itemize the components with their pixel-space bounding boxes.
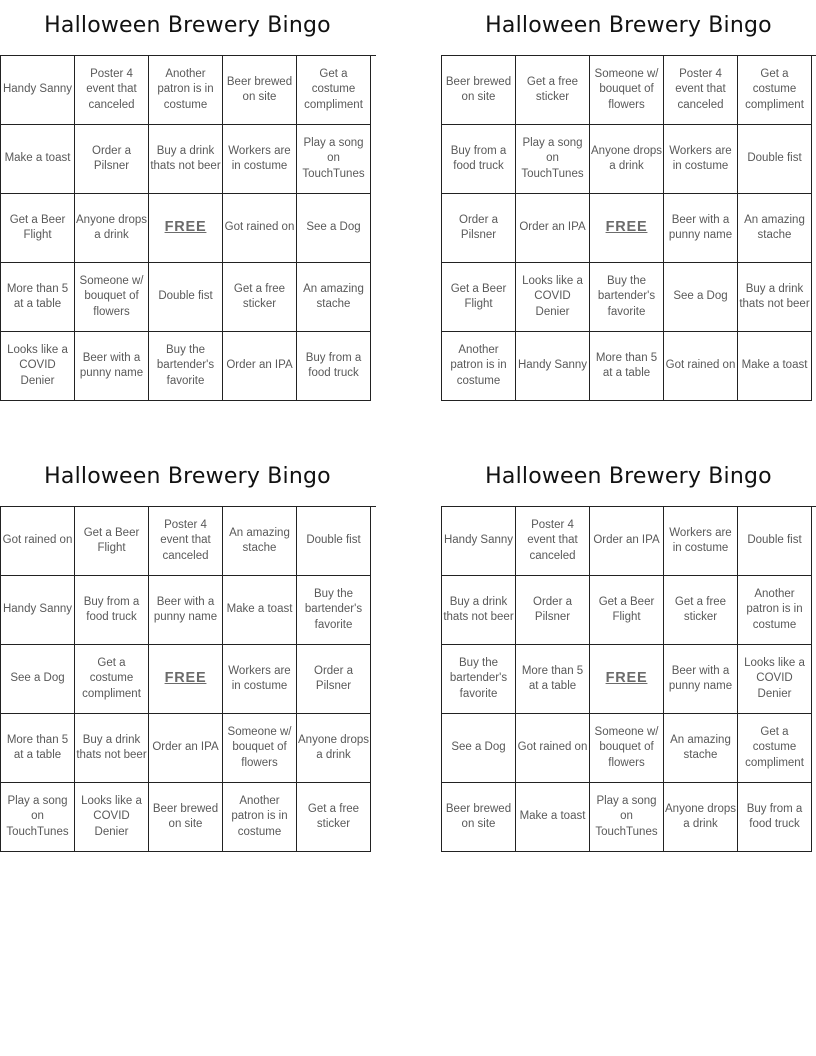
bingo-cell: Anyone drops a drink [590, 125, 664, 194]
bingo-cell: Get a Beer Flight [590, 576, 664, 645]
bingo-cell: Another patron is in costume [149, 56, 223, 125]
bingo-cell: Get a Beer Flight [442, 263, 516, 332]
card-title: Halloween Brewery Bingo [485, 464, 772, 489]
free-space: FREE [149, 645, 223, 714]
bingo-cell: Another patron is in costume [223, 783, 297, 852]
bingo-grid [441, 55, 816, 401]
bingo-cell: See a Dog [664, 263, 738, 332]
free-space: FREE [590, 645, 664, 714]
bingo-cell: An amazing stache [664, 714, 738, 783]
bingo-cell: Get a free sticker [664, 576, 738, 645]
bingo-cell: Anyone drops a drink [75, 194, 149, 263]
bingo-cell: Got rained on [1, 507, 75, 576]
card-title: Halloween Brewery Bingo [485, 13, 772, 38]
bingo-cell: Got rained on [664, 332, 738, 401]
bingo-cell: Beer with a punny name [149, 576, 223, 645]
bingo-card-2 [441, 0, 816, 401]
bingo-cell: Someone w/ bouquet of flowers [590, 56, 664, 125]
bingo-cell: Got rained on [516, 714, 590, 783]
bingo-cell: Order an IPA [223, 332, 297, 401]
bingo-card-4 [441, 451, 816, 852]
bingo-cell: Poster 4 event that canceled [149, 507, 223, 576]
bingo-card-3 [0, 451, 375, 852]
bingo-cell: Buy a drink thats not beer [738, 263, 812, 332]
bingo-cell: Looks like a COVID Denier [75, 783, 149, 852]
bingo-cell: Play a song on TouchTunes [516, 125, 590, 194]
bingo-cell: Buy the bartender's favorite [590, 263, 664, 332]
bingo-cell: Buy from a food truck [738, 783, 812, 852]
bingo-cell: Beer brewed on site [442, 783, 516, 852]
bingo-cell: Workers are in costume [223, 125, 297, 194]
bingo-cell: Beer with a punny name [664, 194, 738, 263]
bingo-grid [441, 506, 816, 852]
bingo-cell: Looks like a COVID Denier [738, 645, 812, 714]
bingo-cell: Poster 4 event that canceled [75, 56, 149, 125]
free-space: FREE [149, 194, 223, 263]
bingo-cell: Buy from a food truck [442, 125, 516, 194]
bingo-cell: Get a free sticker [223, 263, 297, 332]
bingo-cell: Another patron is in costume [442, 332, 516, 401]
bingo-cell: An amazing stache [297, 263, 371, 332]
bingo-cell: Buy the bartender's favorite [442, 645, 516, 714]
bingo-cell: See a Dog [442, 714, 516, 783]
bingo-grid [0, 55, 376, 401]
bingo-cell: Poster 4 event that canceled [664, 56, 738, 125]
bingo-cell: Get a free sticker [516, 56, 590, 125]
bingo-cell: Handy Sanny [516, 332, 590, 401]
bingo-cell: Anyone drops a drink [664, 783, 738, 852]
bingo-cell: Get a costume compliment [738, 714, 812, 783]
bingo-cell: More than 5 at a table [590, 332, 664, 401]
bingo-cell: Buy the bartender's favorite [149, 332, 223, 401]
bingo-cell: Buy from a food truck [297, 332, 371, 401]
bingo-cell: Double fist [149, 263, 223, 332]
bingo-cell: Order an IPA [516, 194, 590, 263]
bingo-cell: Beer with a punny name [75, 332, 149, 401]
bingo-cell: Another patron is in costume [738, 576, 812, 645]
bingo-cell: Order an IPA [149, 714, 223, 783]
bingo-cell: Got rained on [223, 194, 297, 263]
bingo-cell: Get a Beer Flight [75, 507, 149, 576]
bingo-cell: See a Dog [297, 194, 371, 263]
bingo-cell: Someone w/ bouquet of flowers [223, 714, 297, 783]
bingo-cell: Play a song on TouchTunes [590, 783, 664, 852]
bingo-cell: Make a toast [738, 332, 812, 401]
bingo-grid [0, 506, 376, 852]
bingo-cell: Order a Pilsner [297, 645, 371, 714]
free-space: FREE [590, 194, 664, 263]
bingo-cell: Buy a drink thats not beer [442, 576, 516, 645]
bingo-cell: Beer brewed on site [149, 783, 223, 852]
bingo-cell: Someone w/ bouquet of flowers [590, 714, 664, 783]
bingo-cell: Handy Sanny [1, 576, 75, 645]
bingo-cell: Make a toast [516, 783, 590, 852]
card-title: Halloween Brewery Bingo [44, 13, 331, 38]
bingo-cell: Beer brewed on site [442, 56, 516, 125]
bingo-cell: Workers are in costume [664, 507, 738, 576]
bingo-cell: Workers are in costume [664, 125, 738, 194]
bingo-cell: Double fist [738, 507, 812, 576]
bingo-cell: Make a toast [223, 576, 297, 645]
bingo-cell: Get a costume compliment [738, 56, 812, 125]
bingo-cell: Order a Pilsner [516, 576, 590, 645]
bingo-cell: More than 5 at a table [1, 714, 75, 783]
bingo-cell: Buy a drink thats not beer [75, 714, 149, 783]
bingo-cell: Workers are in costume [223, 645, 297, 714]
bingo-cell: Anyone drops a drink [297, 714, 371, 783]
bingo-cell: Beer brewed on site [223, 56, 297, 125]
bingo-cell: Double fist [738, 125, 812, 194]
bingo-cell: An amazing stache [738, 194, 812, 263]
bingo-cell: Handy Sanny [1, 56, 75, 125]
bingo-cell: Handy Sanny [442, 507, 516, 576]
bingo-cell: Double fist [297, 507, 371, 576]
bingo-cell: Order a Pilsner [442, 194, 516, 263]
bingo-cell: Looks like a COVID Denier [1, 332, 75, 401]
bingo-cell: Beer with a punny name [664, 645, 738, 714]
bingo-cell: Order a Pilsner [75, 125, 149, 194]
bingo-cell: An amazing stache [223, 507, 297, 576]
bingo-cell: Poster 4 event that canceled [516, 507, 590, 576]
bingo-cell: Get a costume compliment [297, 56, 371, 125]
bingo-cell: Someone w/ bouquet of flowers [75, 263, 149, 332]
bingo-cell: Make a toast [1, 125, 75, 194]
bingo-cell: Get a costume compliment [75, 645, 149, 714]
bingo-cell: Order an IPA [590, 507, 664, 576]
bingo-card-1 [0, 0, 375, 401]
bingo-cell: Buy the bartender's favorite [297, 576, 371, 645]
bingo-cell: More than 5 at a table [1, 263, 75, 332]
card-title: Halloween Brewery Bingo [44, 464, 331, 489]
bingo-cell: Get a free sticker [297, 783, 371, 852]
bingo-cell: Looks like a COVID Denier [516, 263, 590, 332]
bingo-cell: Play a song on TouchTunes [297, 125, 371, 194]
bingo-cell: Buy a drink thats not beer [149, 125, 223, 194]
bingo-cell: See a Dog [1, 645, 75, 714]
bingo-cell: More than 5 at a table [516, 645, 590, 714]
bingo-cell: Get a Beer Flight [1, 194, 75, 263]
bingo-cell: Buy from a food truck [75, 576, 149, 645]
bingo-cell: Play a song on TouchTunes [1, 783, 75, 852]
